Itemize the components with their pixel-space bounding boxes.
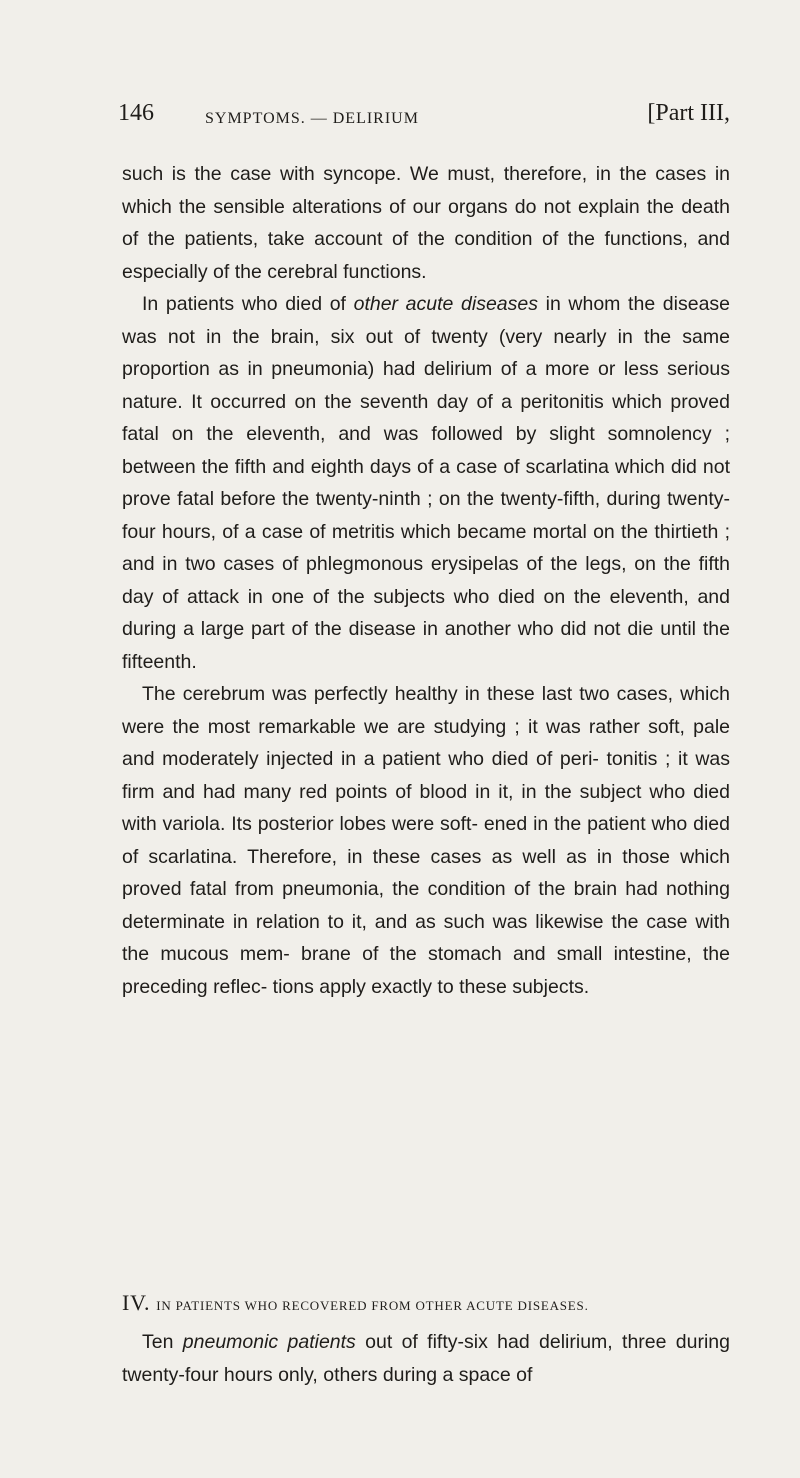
paragraph-2-intro: In patients who died of xyxy=(142,293,354,315)
main-text xyxy=(122,158,730,1003)
paragraph-1: such is the case with syncope. We must, therefore, in the cases in which the sensible alterations of our organs do not explain the death of the patients, take account of the condition of the functions, and especially of the cerebral functions. xyxy=(122,163,730,283)
section-numeral: IV. xyxy=(122,1290,151,1315)
paragraph-3: The cerebrum was perfectly healthy in these last two cases, which were the most remarkable we are studying ; it was rather soft, pale and moderately injected in a patient who died of peri- tonitis ; it was firm and had many red points of blood in it, in the subject who died with variola. Its posterior lobes were soft- ened in the patient who died of scarlatina. Therefore, in these cases as well as in those which proved fatal from pneumonia, the condition of the brain had nothing determinate in relation to it, and as such was likewise the case with the mucous mem- brane of the stomach and small intestine, the preceding reflec- tions apply exactly to these subjects. xyxy=(122,683,730,998)
page-number: 146 xyxy=(118,100,154,126)
paragraph-2 xyxy=(122,288,730,678)
paragraph-2-italic: other acute diseases xyxy=(353,293,538,315)
paragraph-4-rest: out of fifty-six had delirium, three during twenty-four hours only, others during a space of xyxy=(122,1331,730,1386)
part-label: [Part III, xyxy=(647,100,730,126)
running-head: SYMPTOMS. — DELIRIUM xyxy=(205,110,419,127)
paragraph-4-intro: Ten xyxy=(142,1331,183,1353)
section-heading xyxy=(122,1290,730,1316)
section-text xyxy=(122,1326,730,1391)
section-title: IN PATIENTS WHO RECOVERED FROM OTHER ACUTE DISEASES. xyxy=(156,1298,589,1313)
paragraph-4-italic: pneumonic patients xyxy=(182,1331,356,1353)
page-header xyxy=(118,100,730,140)
paragraph-4 xyxy=(122,1326,730,1391)
paragraph-2-rest: in whom the disease was not in the brain, six out of twenty (very nearly in the same proportion as in pneumonia) had delirium of a more or less serious nature. It occurred on the seventh day of a peritonitis which proved fatal on the eleventh, and was followed by slight somnolency ; between the fifth and eighth days of a case of scarlatina which did not prove fatal before the twenty-ninth ; on the twenty-fifth, during twenty-four hours, of a case of metritis which became mortal on the thirtieth ; and in two cases of phlegmonous erysipelas of the legs, on the fifth day of attack in one of the subjects who died on the eleventh, and during a large part of the disease in another who did not die until the fifteenth. xyxy=(122,293,731,673)
